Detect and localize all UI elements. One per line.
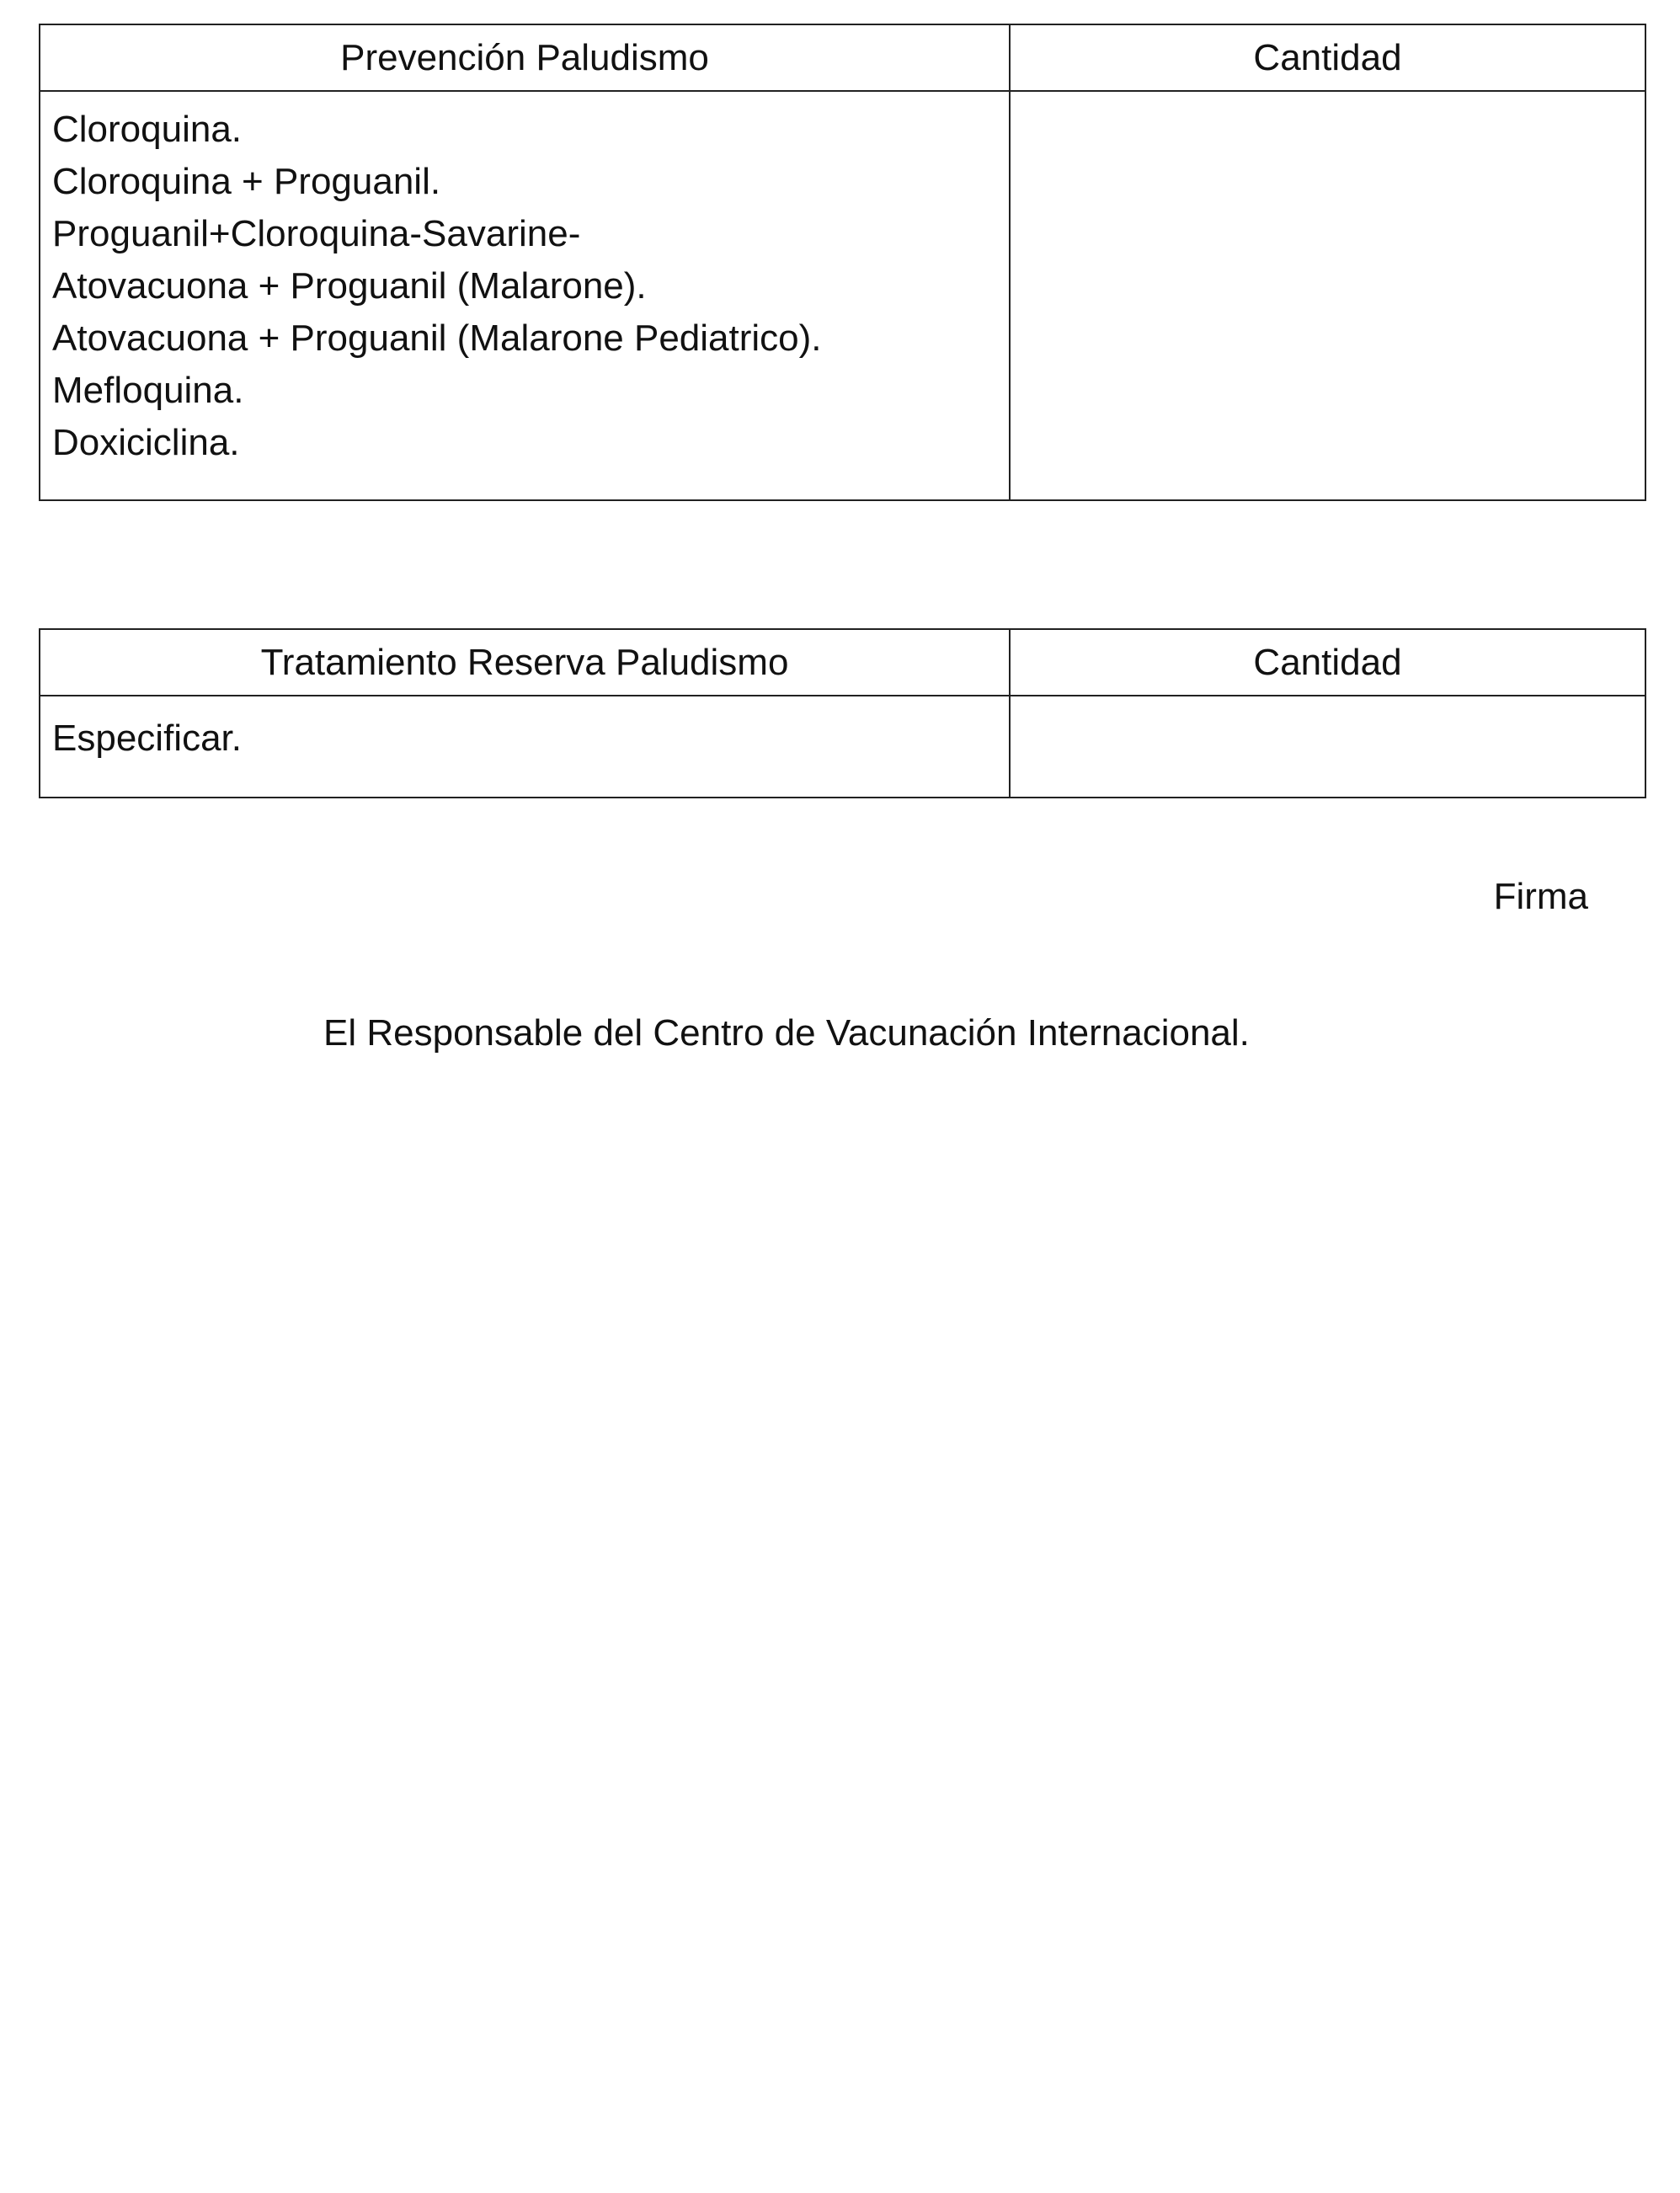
list-item: Cloroquina + Proguanil. (52, 161, 441, 202)
quantity-header: Cantidad (1253, 641, 1402, 683)
list-item: Atovacuona + Proguanil (Malarone). (52, 265, 647, 307)
malaria-prevention-table (39, 24, 1646, 501)
table-header-row (40, 629, 1645, 696)
list-item: Cloroquina. (52, 109, 243, 150)
quantity-header-cell (1010, 24, 1645, 91)
signature-label: Firma (1493, 876, 1588, 917)
treatment-header-cell (40, 629, 1010, 696)
table-row (40, 91, 1645, 500)
prevention-header: Prevención Paludismo (340, 36, 709, 78)
prevention-items-cell (40, 91, 1010, 500)
malaria-reserve-treatment-table (39, 628, 1646, 798)
specify-label: Especificar. (52, 718, 242, 759)
prevention-quantity-cell[interactable] (1010, 91, 1645, 500)
quantity-header-cell (1010, 629, 1645, 696)
responsible-caption: El Responsable del Centro de Vacunación Internacional. (323, 1012, 1250, 1054)
list-item: Proguanil+Cloroquina-Savarine- (52, 213, 581, 254)
list-item: Atovacuona + Proguanil (Malarone Pediatrico). (52, 317, 822, 359)
prevention-header-cell (40, 24, 1010, 91)
treatment-quantity-cell[interactable] (1010, 696, 1645, 798)
list-item: Mefloquina. (52, 370, 244, 411)
table-row (40, 696, 1645, 798)
treatment-specify-cell (40, 696, 1010, 798)
list-item: Doxiciclina. (52, 422, 240, 463)
table-header-row (40, 24, 1645, 91)
quantity-header: Cantidad (1253, 36, 1402, 78)
treatment-header: Tratamiento Reserva Paludismo (260, 641, 789, 683)
